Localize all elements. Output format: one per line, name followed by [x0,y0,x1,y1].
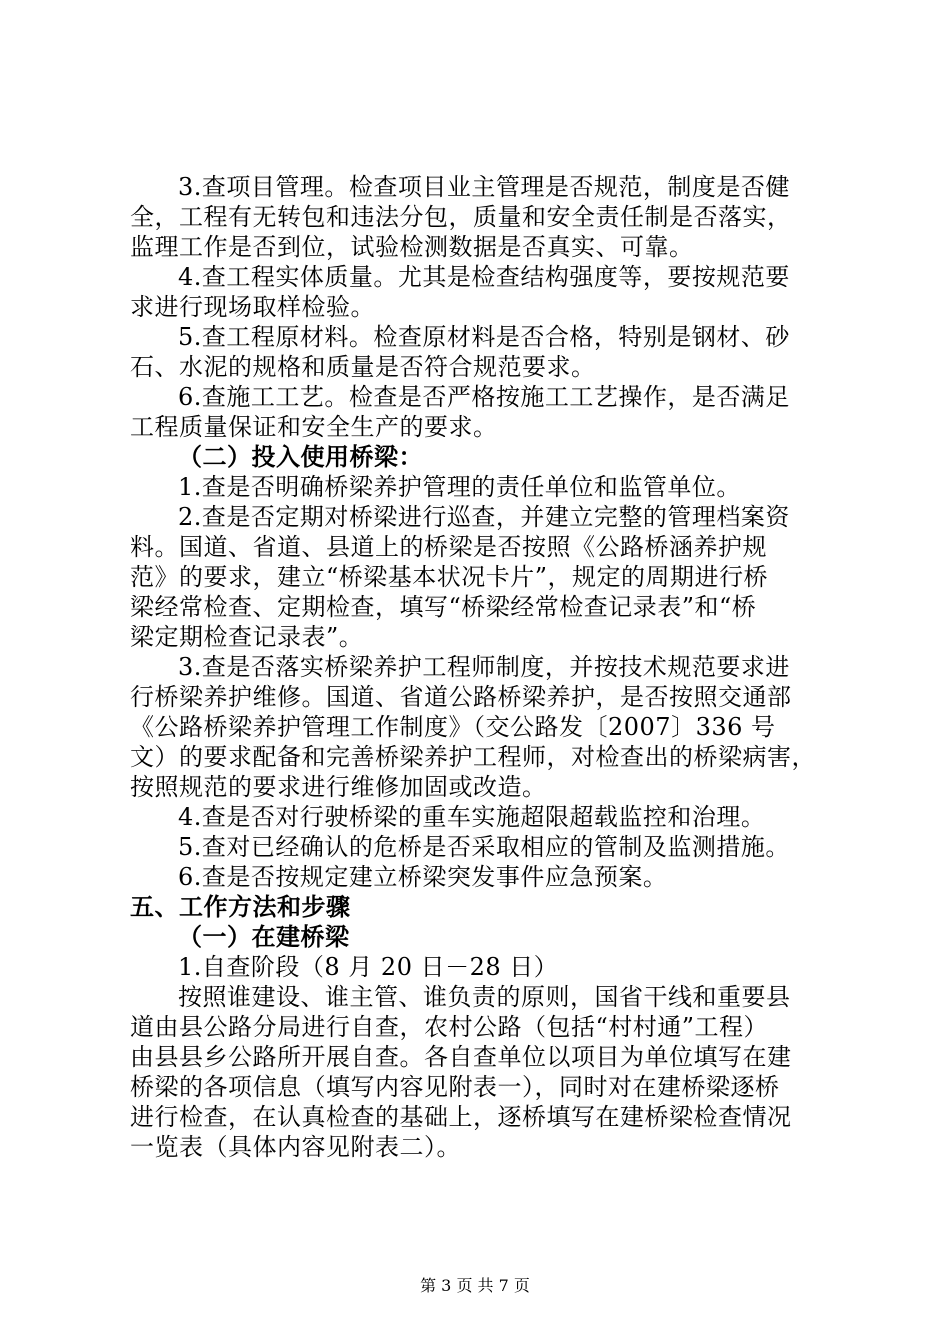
paragraph-line: 文）的要求配备和完善桥梁养护工程师，对检查出的桥梁病害， [130,743,816,771]
section-subheading: （二）投入使用桥梁： [178,443,423,471]
paragraph-line: 6.查是否按规定建立桥梁突发事件应急预案。 [178,863,668,891]
section-heading: 五、工作方法和步骤 [130,893,351,921]
paragraph-line: 3.查是否落实桥梁养护工程师制度，并按技术规范要求进 [178,653,790,681]
page-footer [0,1276,950,1296]
paragraph-line: 桥梁的各项信息（填写内容见附表一），同时对在建桥梁逐桥 [130,1073,780,1101]
paragraph-line: 由县县乡公路所开展自查。各自查单位以项目为单位填写在建 [130,1043,792,1071]
section-subheading: （一）在建桥梁 [178,923,350,951]
paragraph-line: 道由县公路分局进行自查，农村公路（包括“村村通”工程） [130,1013,769,1041]
paragraph-line: 全，工程有无转包和违法分包，质量和安全责任制是否落实， [130,203,792,231]
paragraph-line: 一览表（具体内容见附表二）。 [130,1133,461,1161]
paragraph-line: 料。国道、省道、县道上的桥梁是否按照《公路桥涵养护规 [130,533,767,561]
paragraph-line: 《公路桥梁养护管理工作制度》（交公路发〔2007〕336 号 [130,713,776,741]
paragraph-line: 5.查对已经确认的危桥是否采取相应的管制及监测措施。 [178,833,790,861]
paragraph-line: 2.查是否定期对桥梁进行巡查，并建立完整的管理档案资 [178,503,790,531]
paragraph-line: 梁定期检查记录表”。 [130,623,364,651]
paragraph-line: 石、水泥的规格和质量是否符合规范要求。 [130,353,596,381]
paragraph-line: 按照规范的要求进行维修加固或改造。 [130,773,547,801]
paragraph-line: 3.查项目管理。检查项目业主管理是否规范，制度是否健 [178,173,790,201]
paragraph-line: 1.自查阶段（8 月 20 日－28 日） [178,953,559,981]
page-number-label: 第 3 页 共 7 页 [420,1276,530,1295]
paragraph-line: 1.查是否明确桥梁养护管理的责任单位和监管单位。 [178,473,741,501]
paragraph-line: 6.查施工工艺。检查是否严格按施工工艺操作，是否满足 [178,383,790,411]
paragraph-line: 行桥梁养护维修。国道、省道公路桥梁养护，是否按照交通部 [130,683,792,711]
paragraph-line: 工程质量保证和安全生产的要求。 [130,413,498,441]
paragraph-line: 监理工作是否到位，试验检测数据是否真实、可靠。 [130,233,694,261]
paragraph-line: 梁经常检查、定期检查，填写“桥梁经常检查记录表”和“桥 [130,593,757,621]
paragraph-line: 进行检查，在认真检查的基础上，逐桥填写在建桥梁检查情况 [130,1103,792,1131]
paragraph-line: 4.查是否对行驶桥梁的重车实施超限超载监控和治理。 [178,803,766,831]
paragraph-line: 按照谁建设、谁主管、谁负责的原则，国省干线和重要县 [178,983,791,1011]
paragraph-line: 4.查工程实体质量。尤其是检查结构强度等，要按规范要 [178,263,790,291]
document-body [130,172,830,1162]
paragraph-line: 5.查工程原材料。检查原材料是否合格，特别是钢材、砂 [178,323,790,351]
paragraph-line: 求进行现场取样检验。 [130,293,375,321]
paragraph-line: 范》的要求，建立“桥梁基本状况卡片”，规定的周期进行桥 [130,563,769,591]
